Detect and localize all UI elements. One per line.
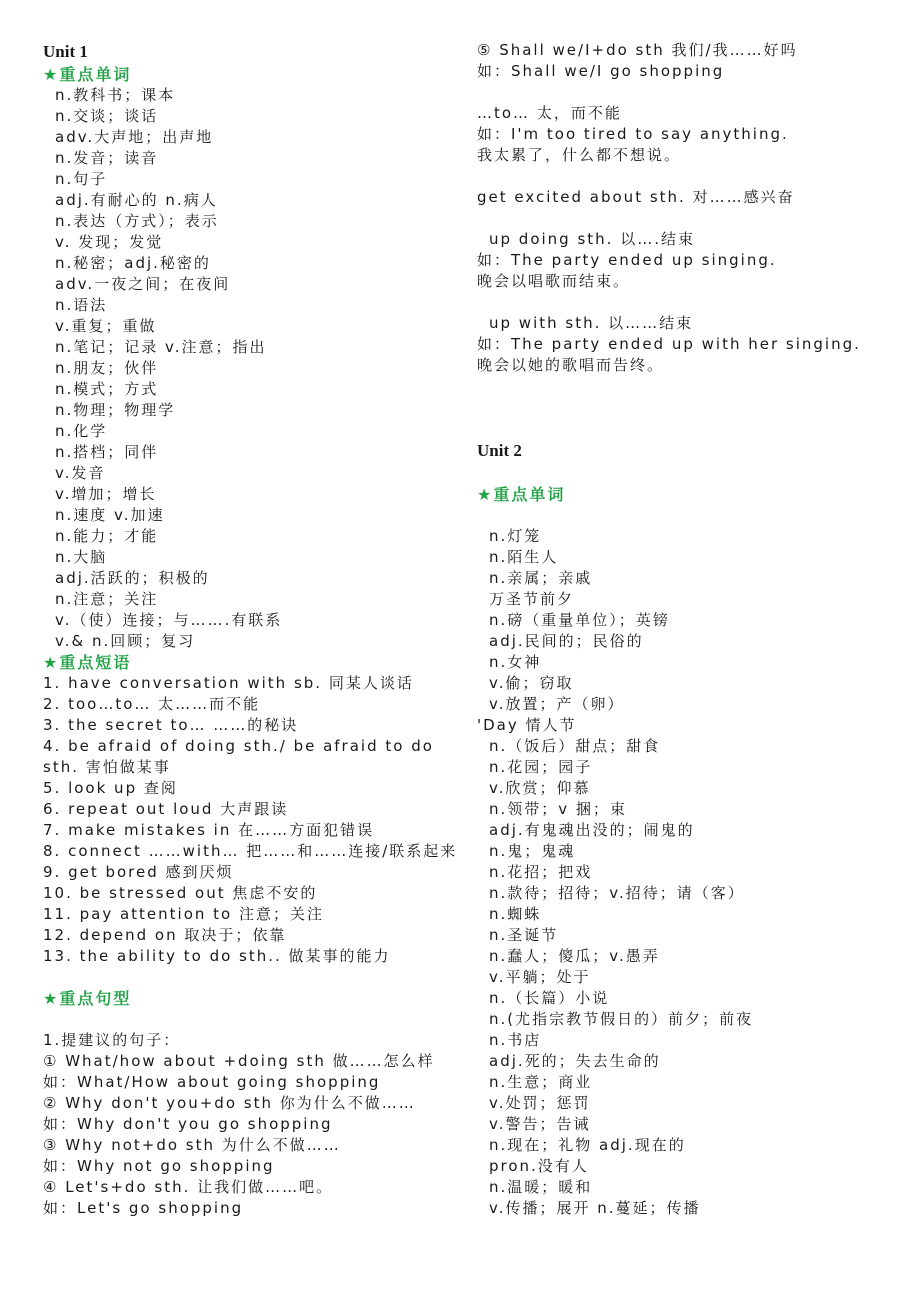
spacer: [477, 208, 897, 229]
text-line: n.教科书；课本: [55, 86, 176, 104]
text-line: 12. depend on 取决于；依靠: [43, 926, 287, 944]
text-line: n.大脑: [55, 548, 108, 566]
text-line: 如：The party ended up singing.: [477, 251, 777, 269]
text-line: n.速度 v.加速: [55, 506, 165, 524]
text-line: v.& n.回顾；复习: [55, 632, 196, 650]
unit-title: Unit 1: [43, 42, 88, 61]
text-line: n.秘密；adj.秘密的: [55, 254, 211, 272]
text-line: 8. connect ……with… 把……和……连接/联系起来: [43, 842, 458, 860]
text-line: adv.大声地；出声地: [55, 128, 214, 146]
text-line: n.（长篇）小说: [489, 989, 610, 1007]
star-icon: ★: [43, 653, 60, 672]
text-line: 如：What/How about going shopping: [43, 1073, 381, 1091]
text-line: n.朋友；伙伴: [55, 359, 159, 377]
spacer: [477, 166, 897, 187]
text-line: adj.死的；失去生命的: [489, 1052, 661, 1070]
text-line: n.模式；方式: [55, 380, 159, 398]
text-line: v.放置；产（卵）: [489, 695, 625, 713]
spacer: [477, 82, 897, 103]
text-line: adj.民间的；民俗的: [489, 632, 644, 650]
text-line: 11. pay attention to 注意；关注: [43, 905, 324, 923]
text-line: n.蜘蛛: [489, 905, 542, 923]
text-line: v.偷；窃取: [489, 674, 574, 692]
text-line: v.警告；告诫: [489, 1115, 591, 1133]
star-icon: ★: [477, 485, 494, 504]
section-heading-label: 重点句型: [59, 989, 132, 1008]
text-line: n.花园；园子: [489, 758, 593, 776]
text-line: 我太累了，什么都不想说。: [477, 146, 682, 164]
section-heading: [477, 484, 897, 505]
spacer: [43, 1009, 463, 1030]
text-line: 如：I'm too tired to say anything.: [477, 125, 789, 143]
section-heading-label: 重点单词: [59, 65, 132, 84]
text-line: v.重复；重做: [55, 317, 157, 335]
text-line: n.现在；礼物 adj.现在的: [489, 1136, 686, 1154]
star-icon: ★: [43, 65, 60, 84]
text-line: 4. be afraid of doing sth./ be afraid to do sth. 害怕做某事: [43, 737, 434, 776]
text-line: 13. the ability to do sth.. 做某事的能力: [43, 947, 391, 965]
text-line: n.温暖；暖和: [489, 1178, 593, 1196]
text-line: 如：The party ended up with her singing.: [477, 335, 861, 353]
text-line: 'Day 情人节: [477, 716, 577, 734]
text-line: n.交谈；谈话: [55, 107, 159, 125]
text-line: n.圣诞节: [489, 926, 559, 944]
text-line: n.鬼；鬼魂: [489, 842, 576, 860]
star-icon: ★: [43, 989, 60, 1008]
text-line: n.亲属；亲戚: [489, 569, 593, 587]
text-line: n.物理；物理学: [55, 401, 176, 419]
text-line: v. 发现；发觉: [55, 233, 164, 251]
text-line: 2. too…to… 太……而不能: [43, 695, 261, 713]
text-line: n.花招；把戏: [489, 863, 593, 881]
text-line: …to… 太，而不能: [477, 104, 622, 122]
text-line: ① What/how about +doing sth 做……怎么样: [43, 1052, 435, 1070]
text-line: 1.提建议的句子：: [43, 1031, 181, 1049]
text-line: ④ Let's+do sth. 让我们做……吧。: [43, 1178, 334, 1196]
section-heading: [43, 988, 463, 1009]
text-line: 9. get bored 感到厌烦: [43, 863, 234, 881]
text-line: adj.有耐心的 n.病人: [55, 191, 218, 209]
text-line: ⑤ Shall we/I+do sth 我们/我……好吗: [477, 41, 798, 59]
text-line: v.发音: [55, 464, 106, 482]
text-line: n.(尤指宗教节假日的）前夕；前夜: [489, 1010, 754, 1028]
text-line: 5. look up 查阅: [43, 779, 178, 797]
section-heading-label: 重点单词: [493, 485, 566, 504]
text-line: 晚会以她的歌唱而告终。: [477, 356, 665, 374]
section-heading: [43, 64, 463, 85]
section-heading-label: 重点短语: [59, 653, 132, 672]
spacer: [477, 505, 897, 526]
text-line: n.笔记；记录 v.注意；指出: [55, 338, 267, 356]
text-line: v.（使）连接；与…….有联系: [55, 611, 283, 629]
text-line: adv.一夜之间；在夜间: [55, 275, 231, 293]
text-line: pron.没有人: [489, 1157, 589, 1175]
text-line: 如：Why not go shopping: [43, 1157, 275, 1175]
right-column: [477, 40, 897, 1219]
text-line: 如：Why don't you go shopping: [43, 1115, 333, 1133]
spacer: [477, 397, 897, 418]
text-line: v.增加；增长: [55, 485, 157, 503]
section-heading: [43, 652, 463, 673]
text-line: 晚会以唱歌而结束。: [477, 272, 631, 290]
text-line: ③ Why not+do sth 为什么不做……: [43, 1136, 341, 1154]
text-line: n.语法: [55, 296, 108, 314]
text-line: n.书店: [489, 1031, 542, 1049]
text-line: v.欣赏；仰慕: [489, 779, 591, 797]
text-line: n.发音；读音: [55, 149, 159, 167]
text-line: v.平躺；处于: [489, 968, 591, 986]
text-line: 万圣节前夕: [489, 590, 575, 608]
text-line: 7. make mistakes in 在……方面犯错误: [43, 821, 375, 839]
text-line: v.处罚；惩罚: [489, 1094, 591, 1112]
unit-title: Unit 2: [477, 441, 522, 460]
text-line: n.注意；关注: [55, 590, 159, 608]
spacer: [477, 418, 897, 439]
spacer: [477, 463, 897, 484]
text-line: up doing sth. 以….结束: [489, 230, 695, 248]
text-line: n.搭档；同伴: [55, 443, 159, 461]
text-line: n.女神: [489, 653, 542, 671]
text-line: get excited about sth. 对……感兴奋: [477, 188, 795, 206]
text-line: 10. be stressed out 焦虑不安的: [43, 884, 318, 902]
text-line: n.句子: [55, 170, 108, 188]
text-line: adj.活跃的；积极的: [55, 569, 210, 587]
text-line: n.生意；商业: [489, 1073, 593, 1091]
text-line: adj.有鬼魂出没的；闹鬼的: [489, 821, 695, 839]
text-line: up with sth. 以……结束: [489, 314, 694, 332]
text-line: n.化学: [55, 422, 108, 440]
text-line: 3. the secret to… ……的秘诀: [43, 716, 299, 734]
spacer: [477, 292, 897, 313]
text-line: n.磅（重量单位）；英镑: [489, 611, 670, 629]
left-column: [43, 40, 463, 1219]
text-line: 如：Shall we/I go shopping: [477, 62, 725, 80]
text-line: n.陌生人: [489, 548, 559, 566]
text-line: 6. repeat out loud 大声跟读: [43, 800, 289, 818]
text-line: n.款待；招待；v.招待；请（客）: [489, 884, 745, 902]
text-line: ② Why don't you+do sth 你为什么不做……: [43, 1094, 416, 1112]
text-line: n.领带；v 捆；束: [489, 800, 627, 818]
text-line: n.能力；才能: [55, 527, 159, 545]
text-line: 如：Let's go shopping: [43, 1199, 244, 1217]
text-line: v.传播；展开 n.蔓延；传播: [489, 1199, 701, 1217]
text-line: n.蠢人；傻瓜；v.愚弄: [489, 947, 660, 965]
text-line: n.灯笼: [489, 527, 542, 545]
text-line: 1. have conversation with sb. 同某人谈话: [43, 674, 414, 692]
text-line: n.表达（方式）；表示: [55, 212, 219, 230]
spacer: [477, 376, 897, 397]
spacer: [43, 967, 463, 988]
text-line: n.（饭后）甜点；甜食: [489, 737, 661, 755]
